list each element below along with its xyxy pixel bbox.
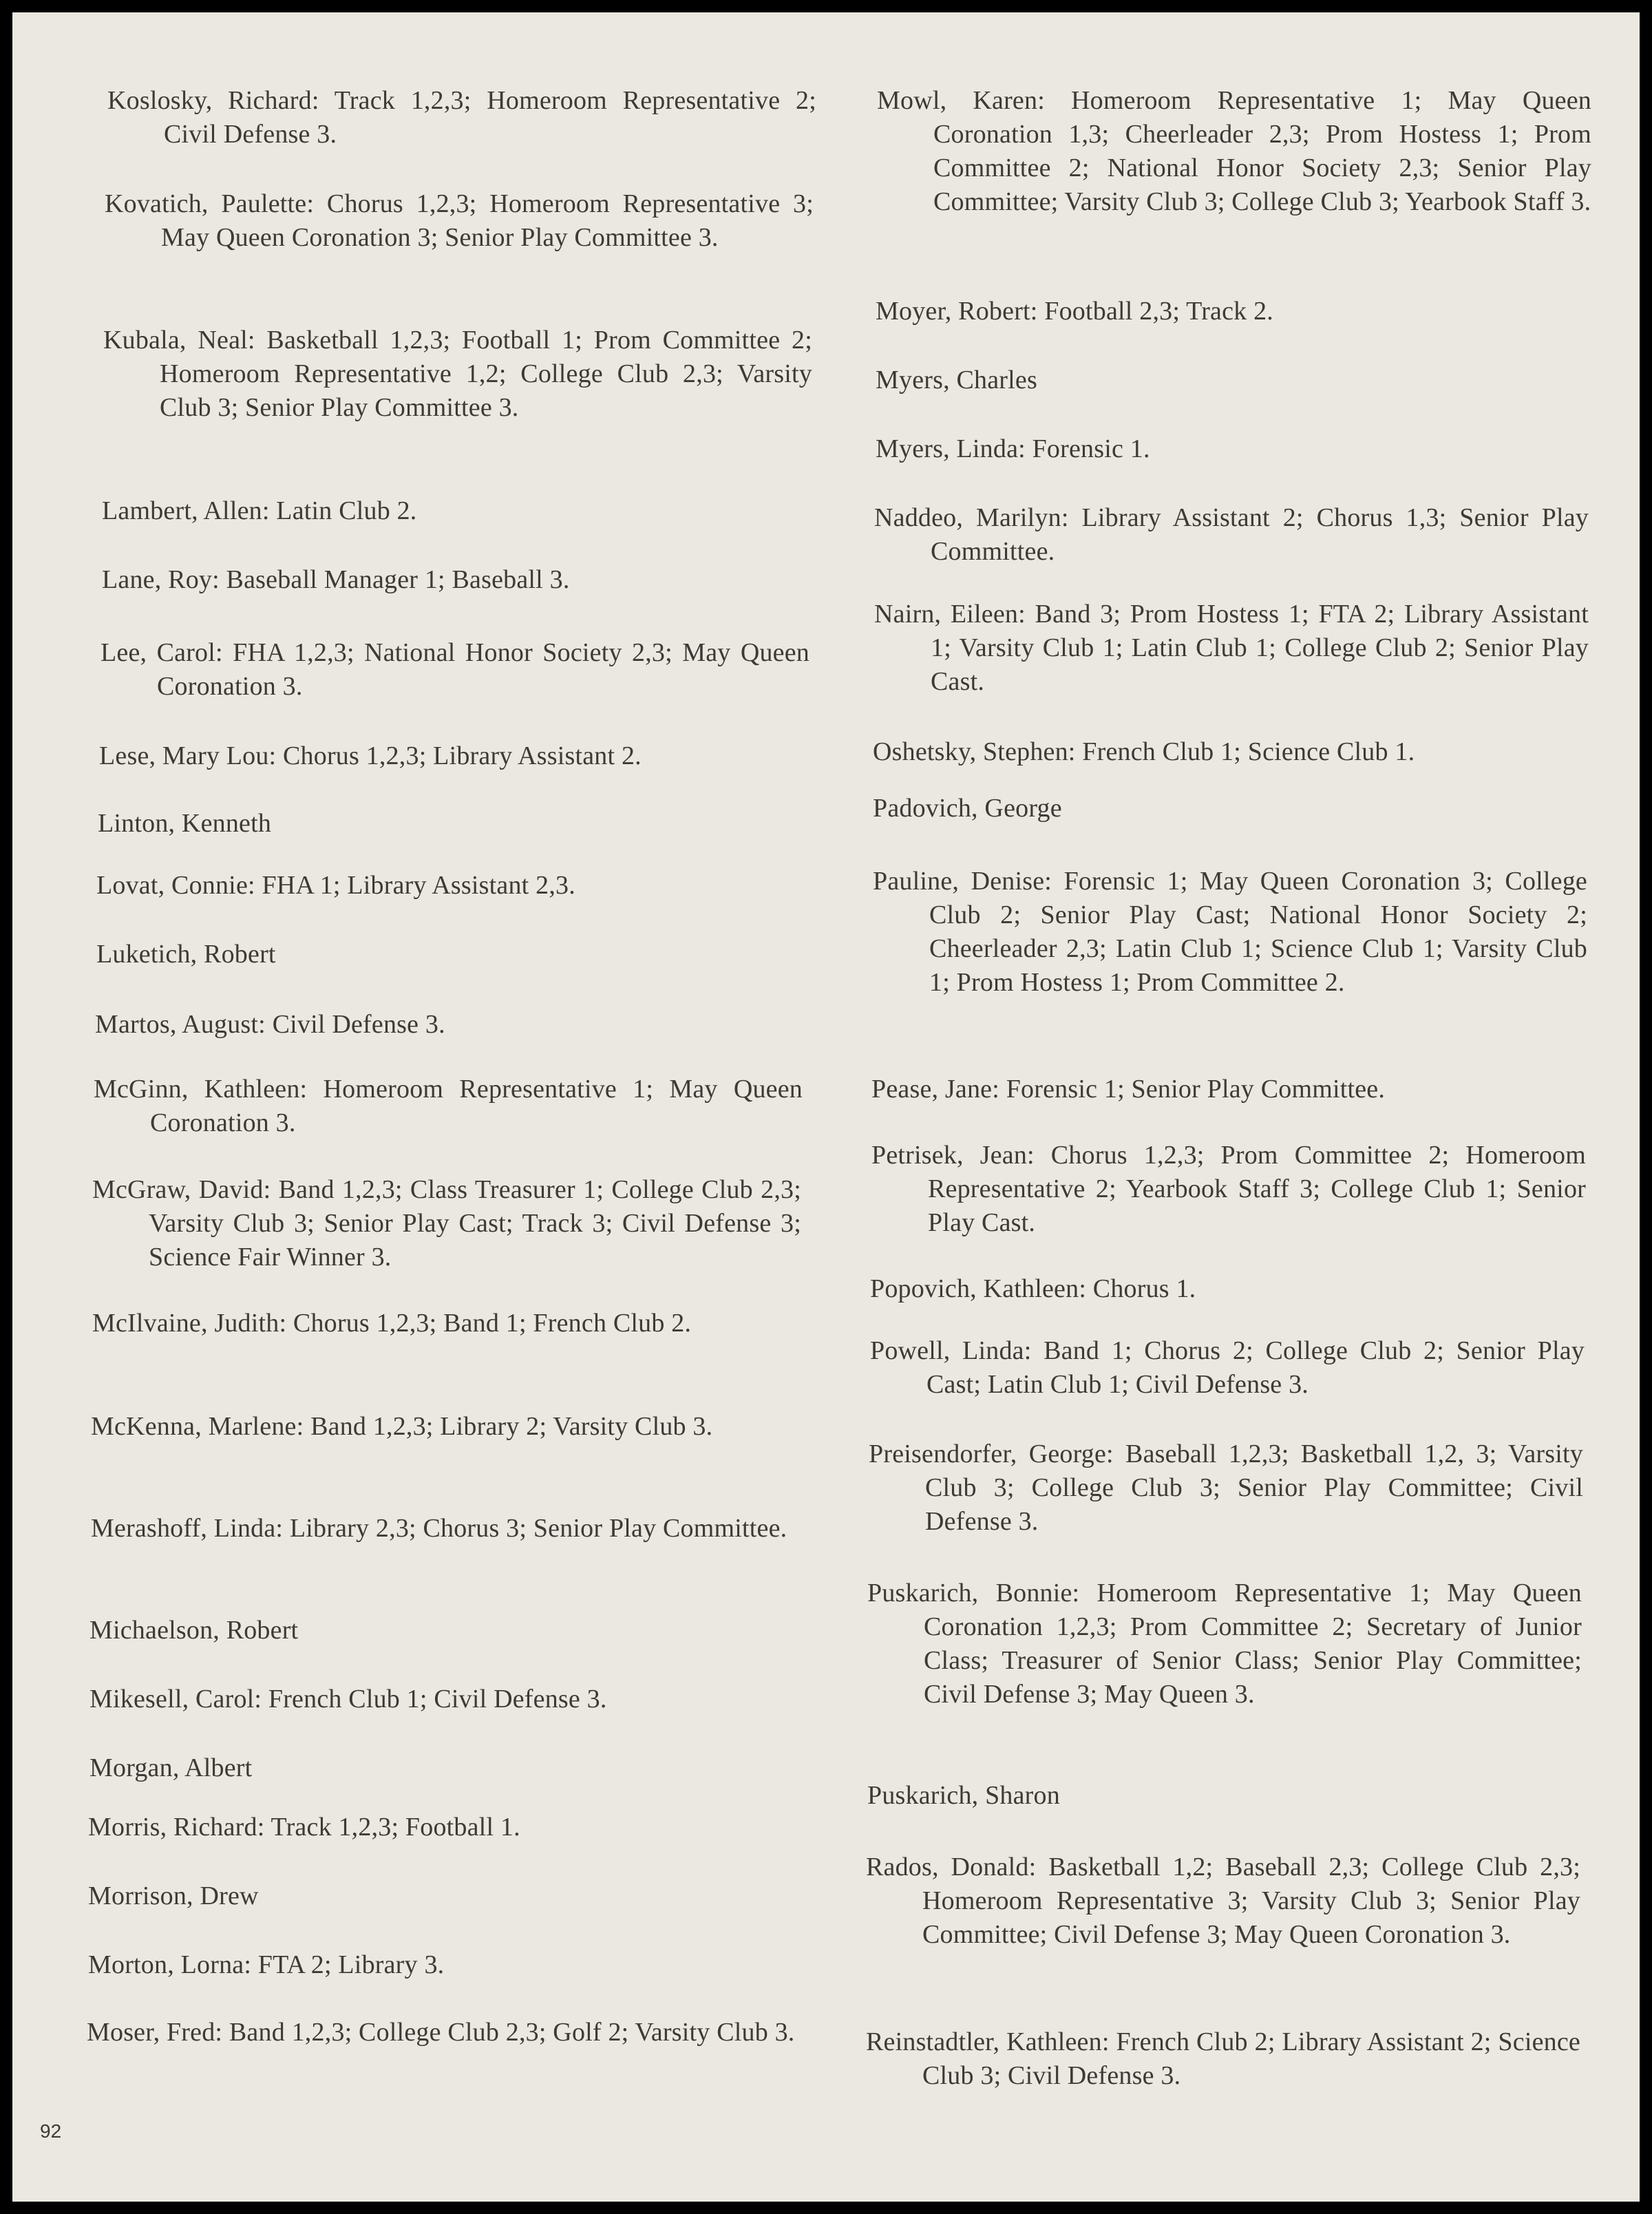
page-number: 92 <box>40 2120 62 2142</box>
entry-kovatich-paulette: Kovatich, Paulette: Chorus 1,2,3; Homeroom Representative 3; May Queen Coronation 3; Senior Play Committee 3. <box>105 189 814 252</box>
entry-linton-kenneth: Linton, Kenneth <box>98 809 272 838</box>
entry-mcilvaine-judith: McIlvaine, Judith: Chorus 1,2,3; Band 1; French Club 2. <box>92 1309 692 1338</box>
entry-merashoff-linda: Merashoff, Linda: Library 2,3; Chorus 3; Senior Play Committee. <box>91 1514 787 1543</box>
entry-mcgraw-david: McGraw, David: Band 1,2,3; Class Treasurer 1; College Club 2,3; Varsity Club 3; Senior Play Cast; Track 3; Civil Defense 3; Science Fair Winner 3. <box>92 1175 801 1272</box>
entry-mcginn-kathleen: McGinn, Kathleen: Homeroom Representative 1; May Queen Coronation 3. <box>94 1075 803 1137</box>
entry-moyer-robert: Moyer, Robert: Football 2,3; Track 2. <box>876 297 1273 326</box>
entry-preisendorfer-george: Preisendorfer, George: Baseball 1,2,3; Basketball 1,2, 3; Varsity Club 3; College Club 3; Senior Play Committee; Civil Defense 3. <box>869 1440 1583 1536</box>
entry-padovich-george: Padovich, George <box>873 794 1062 823</box>
entry-mowl-karen: Mowl, Karen: Homeroom Representative 1; May Queen Coronation 1,3; Cheerleader 2,3; Prom Hostess 1; Prom Committee 2; National Honor Society 2,3; Senior Play Committee; Varsity Club 3; College Club 3; Yearbook Staff 3. <box>877 86 1591 216</box>
entry-rados-donald: Rados, Donald: Basketball 1,2; Baseball 2,3; College Club 2,3; Homeroom Representative 3; Varsity Club 3; Senior Play Committee; Civil Defense 3; May Queen Coronation 3. <box>866 1853 1580 1949</box>
entry-popovich-kathleen: Popovich, Kathleen: Chorus 1. <box>870 1274 1196 1303</box>
entry-petrisek-jean: Petrisek, Jean: Chorus 1,2,3; Prom Committee 2; Homeroom Representative 2; Yearbook Staff 3; College Club 1; Senior Play Cast. <box>871 1141 1586 1237</box>
entry-nairn-eileen: Nairn, Eileen: Band 3; Prom Hostess 1; FTA 2; Library Assistant 1; Varsity Club 1; Latin Club 1; College Club 2; Senior Play Cast. <box>874 600 1589 696</box>
entry-moser-fred: Moser, Fred: Band 1,2,3; College Club 2,3; Golf 2; Varsity Club 3. <box>87 2018 795 2047</box>
entry-mckenna-marlene: McKenna, Marlene: Band 1,2,3; Library 2; Varsity Club 3. <box>91 1412 713 1441</box>
yearbook-page <box>12 12 1640 2202</box>
entry-myers-charles: Myers, Charles <box>876 366 1037 394</box>
entry-morris-richard: Morris, Richard: Track 1,2,3; Football 1. <box>88 1813 520 1842</box>
entry-myers-linda: Myers, Linda: Forensic 1. <box>876 434 1150 463</box>
entry-puskarich-sharon: Puskarich, Sharon <box>867 1781 1060 1810</box>
entry-morrison-drew: Morrison, Drew <box>88 1881 259 1910</box>
entry-oshetsky-stephen: Oshetsky, Stephen: French Club 1; Science Club 1. <box>873 737 1415 766</box>
entry-powell-linda: Powell, Linda: Band 1; Chorus 2; College Club 2; Senior Play Cast; Latin Club 1; Civil Defense 3. <box>870 1336 1585 1399</box>
entry-reinstadtler-kathleen: Reinstadtler, Kathleen: French Club 2; Library Assistant 2; Science Club 3; Civil Defense 3. <box>866 2027 1580 2090</box>
entry-puskarich-bonnie: Puskarich, Bonnie: Homeroom Representative 1; May Queen Coronation 1,2,3; Prom Committee 2; Secretary of Junior Class; Treasurer of Senior Class; Senior Play Committee; Civil Defense 3; May Queen 3. <box>867 1579 1582 1709</box>
entry-lambert-allen: Lambert, Allen: Latin Club 2. <box>102 496 417 525</box>
entry-pauline-denise: Pauline, Denise: Forensic 1; May Queen Coronation 3; College Club 2; Senior Play Cast; National Honor Society 2; Cheerleader 2,3; Latin Club 1; Science Club 1; Varsity Club 1; Prom Hostess 1; Prom Committee 2. <box>873 867 1587 997</box>
entry-kubala-neal: Kubala, Neal: Basketball 1,2,3; Football 1; Prom Committee 2; Homeroom Representative 1,2; College Club 2,3; Varsity Club 3; Senior Play Committee 3. <box>103 326 812 422</box>
entry-morgan-albert: Morgan, Albert <box>89 1753 253 1782</box>
entry-naddeo-marilyn: Naddeo, Marilyn: Library Assistant 2; Chorus 1,3; Senior Play Committee. <box>874 503 1589 566</box>
entry-koslosky-richard: Koslosky, Richard: Track 1,2,3; Homeroom Representative 2; Civil Defense 3. <box>107 86 816 149</box>
entry-lese-mary-lou: Lese, Mary Lou: Chorus 1,2,3; Library Assistant 2. <box>99 741 642 770</box>
entry-lee-carol: Lee, Carol: FHA 1,2,3; National Honor Society 2,3; May Queen Coronation 3. <box>100 638 809 701</box>
entry-pease-jane: Pease, Jane: Forensic 1; Senior Play Committee. <box>871 1075 1386 1104</box>
entry-martos-august: Martos, August: Civil Defense 3. <box>95 1010 445 1039</box>
entry-luketich-robert: Luketich, Robert <box>96 940 276 969</box>
entry-morton-lorna: Morton, Lorna: FTA 2; Library 3. <box>88 1950 445 1979</box>
entry-lane-roy: Lane, Roy: Baseball Manager 1; Baseball 3. <box>102 565 570 594</box>
entry-lovat-connie: Lovat, Connie: FHA 1; Library Assistant 2,3. <box>96 871 575 900</box>
entry-mikesell-carol: Mikesell, Carol: French Club 1; Civil Defense 3. <box>89 1685 607 1714</box>
entry-michaelson-robert: Michaelson, Robert <box>89 1616 299 1645</box>
